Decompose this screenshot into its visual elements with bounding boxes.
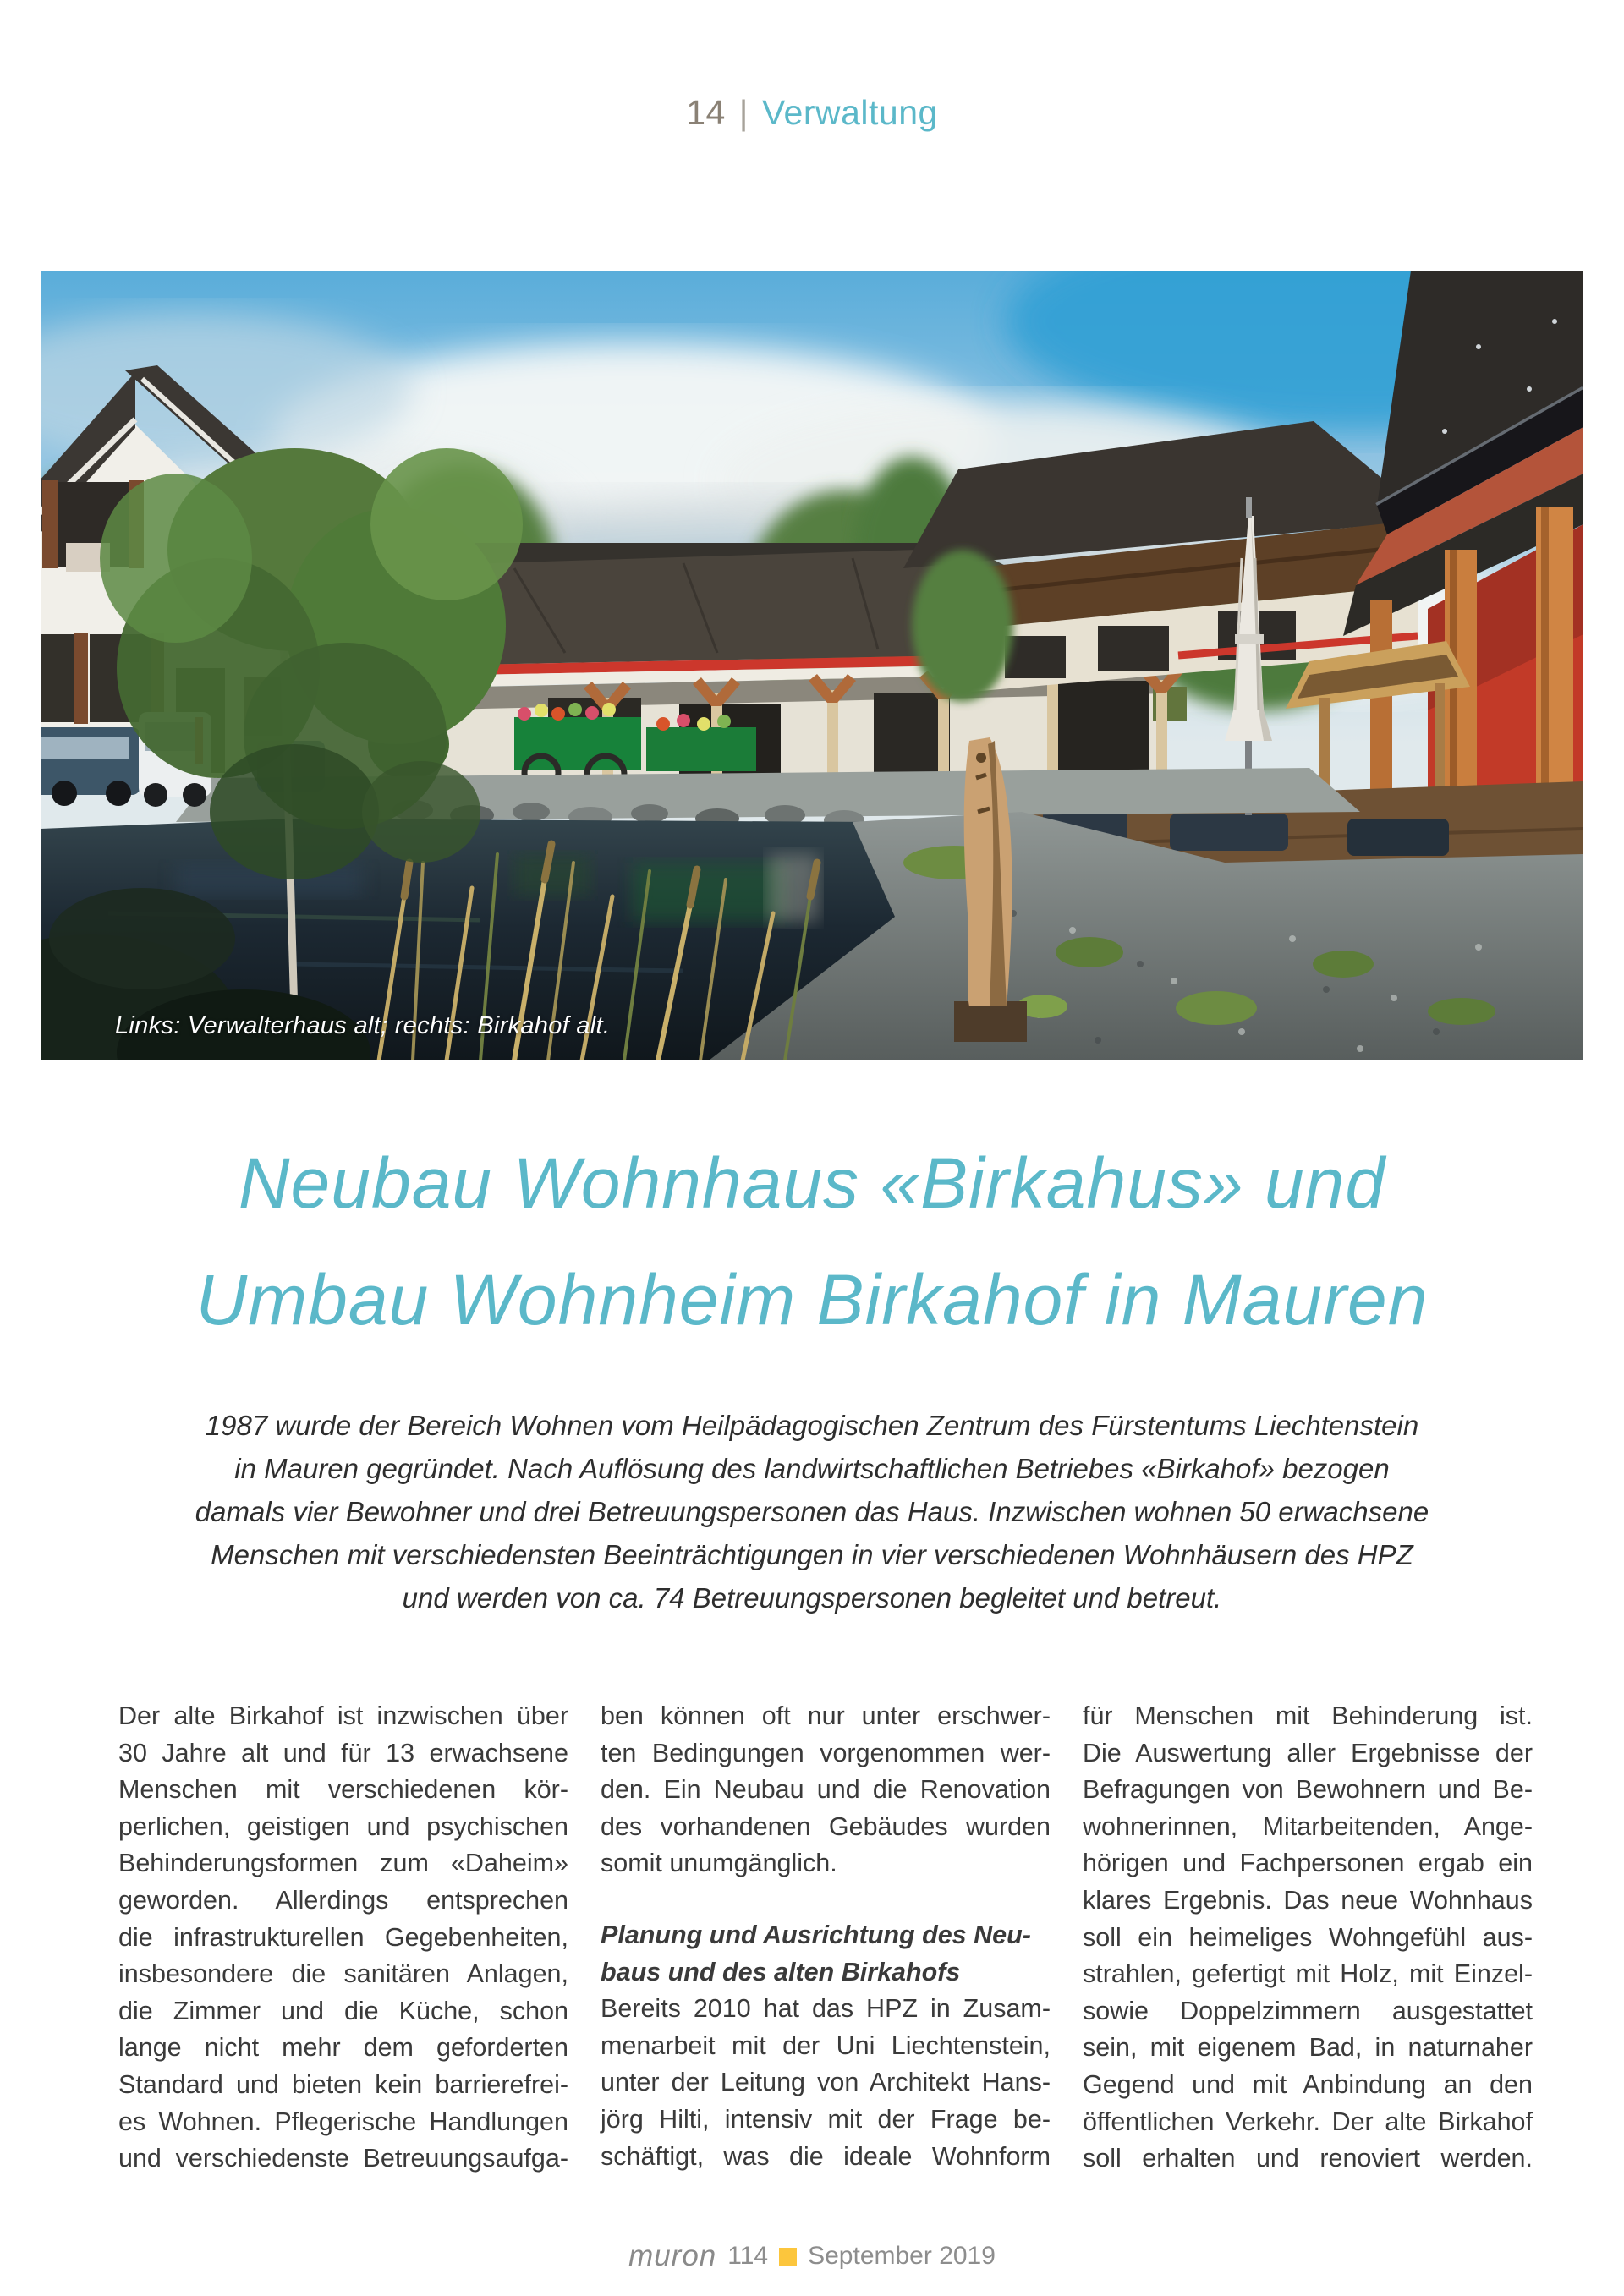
issue-number: 114: [727, 2242, 769, 2270]
text-line: Behinderungsformen zum «Daheim»: [118, 1849, 568, 1878]
text-line: Gegend und mit Anbindung an den: [1083, 2069, 1533, 2099]
column-paragraph: [601, 1698, 1051, 1882]
column-paragraph: [601, 1991, 1051, 2175]
section-label: Verwaltung: [761, 93, 938, 132]
page-number: 14: [686, 93, 726, 132]
text-line: Standard und bieten kein barrierefrei-: [118, 2069, 568, 2099]
text-line: jörg Hilti, intensiv mit der Frage be-: [601, 2104, 1051, 2134]
text-line: sowie Doppelzimmern ausgestattet: [1083, 1996, 1533, 2025]
text-line: ten Bedingungen vorgenommen wer-: [601, 1738, 1051, 1767]
photo-caption: Links: Verwalterhaus alt; rechts: Birkahof alt.: [115, 1012, 611, 1039]
gap-tree: [912, 550, 1013, 702]
text-line: Der alte Birkahof ist inzwischen über: [118, 1701, 568, 1730]
lead-line: damals vier Bewohner und drei Betreuungspersonen das Haus. Inzwischen wohnen 50 erwachsene: [195, 1496, 1429, 1527]
article-photo: [41, 271, 1583, 1060]
text-line: menarbeit mit der Uni Liechtenstein,: [601, 2030, 1051, 2060]
page-header: [0, 93, 1624, 133]
text-line: die infrastrukturellen Gegebenheiten,: [118, 1922, 568, 1952]
text-line: und verschiedenste Betreuungsaufga-: [118, 2144, 568, 2173]
text-line: hörigen und Fachpersonen ergab ein: [1083, 1849, 1533, 1878]
lead-line: 1987 wurde der Bereich Wohnen vom Heilpädagogischen Zentrum des Fürstentums Liechtenstein: [205, 1410, 1419, 1441]
text-line: soll ein heimeliges Wohngefühl aus-: [1083, 1922, 1533, 1952]
magazine-name: muron: [628, 2239, 717, 2272]
text-line: geworden. Allerdings entsprechen: [118, 1885, 568, 1915]
text-line: ben können oft nur unter erschwer-: [601, 1701, 1051, 1730]
text-line: Menschen mit verschiedenen kör-: [118, 1775, 568, 1805]
header-divider: |: [738, 93, 749, 132]
text-line: sein, mit eigenem Bad, in naturnaher: [1083, 2033, 1533, 2063]
text-column-1: [118, 1698, 568, 2178]
text-line: es Wohnen. Pflegerische Handlungen: [118, 2107, 568, 2136]
text-column-3: [1083, 1698, 1533, 2178]
article-title-line2: Umbau Wohnheim Birkahof in Mauren: [195, 1260, 1429, 1340]
column-subheading: [601, 1917, 1051, 1991]
text-line: perlichen, geistigen und psychischen: [118, 1811, 568, 1841]
text-line: klares Ergebnis. Das neue Wohnhaus: [1083, 1885, 1533, 1915]
lead-line: Menschen mit verschiedensten Beeinträchtigungen in vier verschiedenen Wohnhäusern des HPZ: [211, 1539, 1413, 1570]
text-line: Befragungen von Bewohnern und Be-: [1083, 1775, 1533, 1805]
text-line: Bereits 2010 hat das HPZ in Zusam-: [601, 1994, 1051, 2024]
text-line: schäftigt, was die ideale Wohnform: [601, 2141, 1051, 2171]
column-paragraph: [118, 1698, 568, 2178]
text-line: lange nicht mehr dem geforderten: [118, 2033, 568, 2063]
text-line: wohnerinnen, Mitarbeitenden, Ange-: [1083, 1811, 1533, 1841]
text-line: soll erhalten und renoviert werden.: [1083, 2144, 1533, 2173]
text-line: des vorhandenen Gebäudes wurden: [601, 1811, 1051, 1841]
text-line: die Zimmer und die Küche, schon: [118, 1996, 568, 2025]
issue-date: September 2019: [808, 2242, 996, 2270]
article-title: [0, 1125, 1624, 1358]
lead-line: und werden von ca. 74 Betreuungspersonen begleitet und betreut.: [402, 1582, 1222, 1614]
lead-paragraph: [93, 1404, 1531, 1619]
page-footer: [0, 2239, 1624, 2273]
text-line: strahlen, gefertigt mit Holz, mit Einzel-: [1083, 1959, 1533, 1989]
article-title-line1: Neubau Wohnhaus «Birkahus» und: [238, 1143, 1386, 1223]
text-line: Die Auswertung aller Ergebnisse der: [1083, 1738, 1533, 1767]
footer-square-icon: [779, 2248, 797, 2266]
text-line: öffentlichen Verkehr. Der alte Birkahof: [1083, 2107, 1533, 2136]
text-line: 30 Jahre alt und für 13 erwachsene: [118, 1738, 568, 1767]
text-line: den. Ein Neubau und die Renovation: [601, 1775, 1051, 1805]
photo-illustration: [41, 271, 1583, 1060]
text-column-2: [601, 1698, 1051, 2178]
text-line: Planung und Ausrichtung des Neu-: [601, 1920, 1031, 1949]
text-line: somit unumgänglich.: [601, 1849, 837, 1878]
column-paragraph: [1083, 1698, 1533, 2178]
text-line: insbesondere die sanitären Anlagen,: [118, 1959, 568, 1989]
lead-line: in Mauren gegründet. Nach Auflösung des landwirtschaftlichen Betriebes «Birkahof» bezogen: [234, 1453, 1390, 1484]
text-line: für Menschen mit Behinderung ist.: [1083, 1701, 1533, 1730]
body-columns: [118, 1698, 1533, 2178]
text-line: unter der Leitung von Architekt Hans-: [601, 2068, 1051, 2097]
text-line: baus und des alten Birkahofs: [601, 1957, 961, 1986]
